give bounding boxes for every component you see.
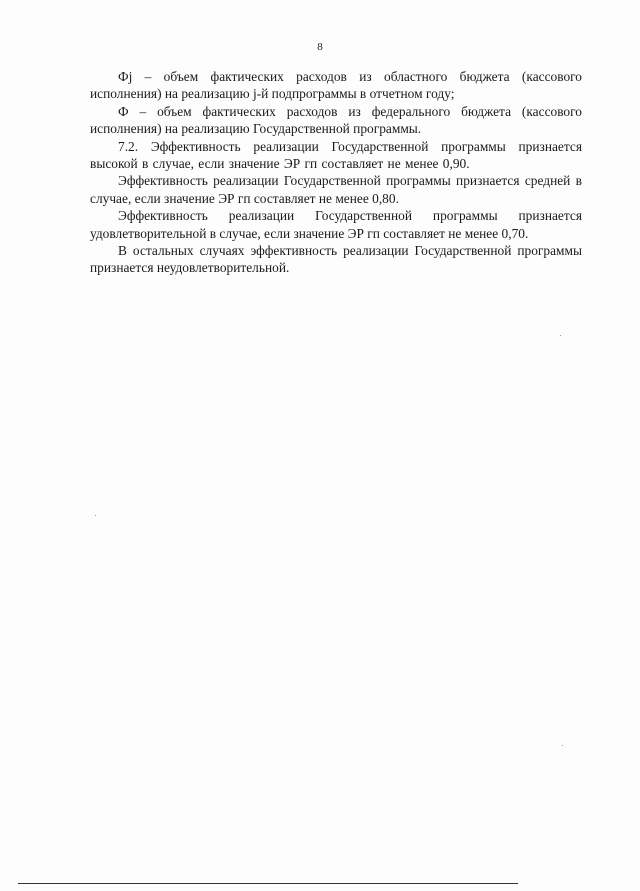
paragraph-unsatisfactory-efficiency: В остальных случаях эффективность реализации Государственной программы признается неудовлетворительной. <box>90 243 582 276</box>
document-body <box>90 68 582 277</box>
paragraph-regional-expenses: Фj – объем фактических расходов из областного бюджета (кассового исполнения) на реализацию j-й подпрограммы в отчетном году; <box>90 69 582 102</box>
paragraph-satisfactory-efficiency: Эффективность реализации Государственной программы признается удовлетворительной в случае, если значение ЭР гп составляет не менее 0,70. <box>90 208 582 241</box>
page-number: 8 <box>317 41 323 53</box>
paragraph-high-efficiency: 7.2. Эффективность реализации Государственной программы признается высокой в случае, если значение ЭР гп составляет не менее 0,90. <box>90 138 582 172</box>
paragraph-federal-expenses: Ф – объем фактических расходов из федерального бюджета (кассового исполнения) на реализацию Государственной программы. <box>90 103 582 137</box>
paragraph-medium-efficiency: Эффективность реализации Государственной программы признается средней в случае, если значение ЭР гп составляет не менее 0,80. <box>90 173 582 206</box>
scan-speck <box>95 515 96 516</box>
scan-speck <box>560 335 561 336</box>
scan-speck <box>562 745 563 746</box>
bottom-rule <box>18 883 518 884</box>
